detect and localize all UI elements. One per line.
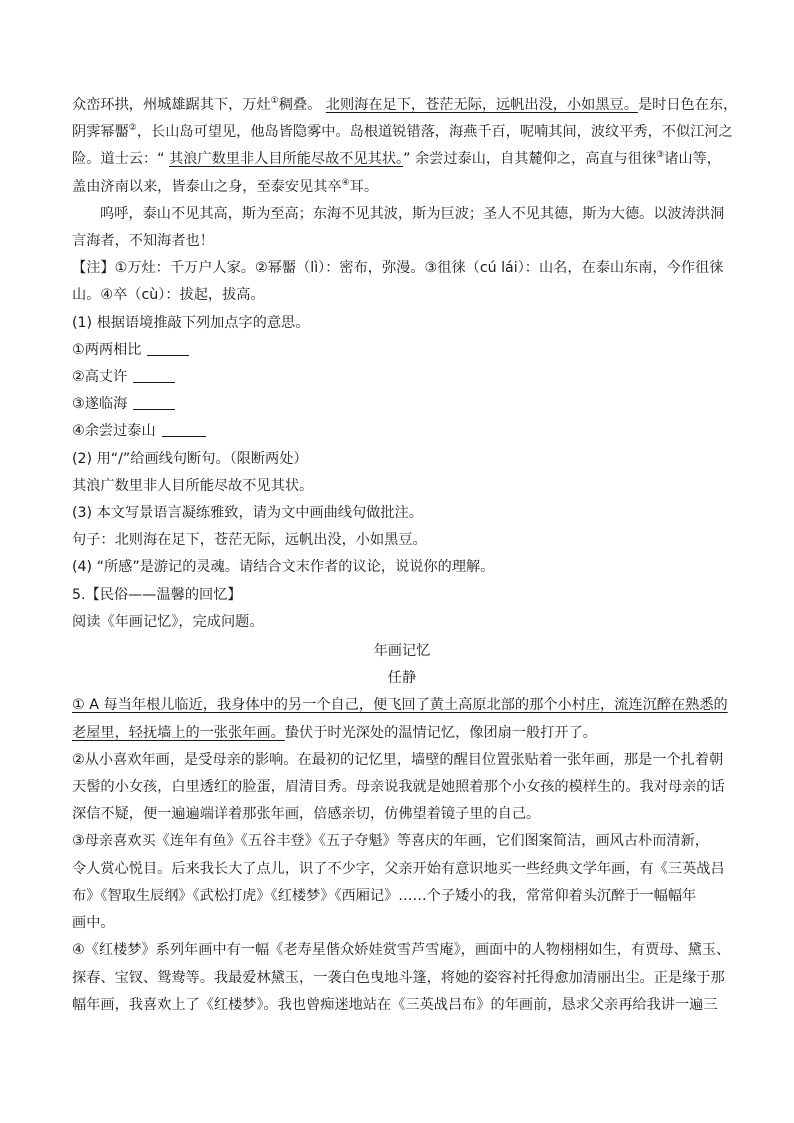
wavy-underlined-sentence: 北则海在足下，苍茫无际，远帆出没，小如黑豆。 (325, 97, 638, 113)
item-label: ①两两相比 (72, 341, 142, 358)
passage-text: 险。道士云：“ (72, 151, 169, 168)
underlined-sentence: ① A 每当年根儿临近，我身体中的另一个自己，便飞回了黄土高原北部的那个小村庄，流连沉醉在熟悉的 (72, 697, 728, 714)
essay-line: 探春、宝钗、鸳鸯等。我最爱林黛玉，一袭白色曳地斗篷，将她的姿容衬托得愈加清丽出尘。正是缘于那 (72, 969, 725, 986)
answer-blank[interactable] (162, 422, 206, 437)
passage-line: 呜呼，泰山不见其高，斯为至高；东海不见其波，斯为巨波；圣人不见其德，斯为大德。以波涛洪洞 (100, 205, 725, 222)
section-header: 5.【民俗——温馨的回忆】 (72, 586, 242, 603)
essay-line: 令人赏心悦目。后来我长大了点儿，识了不少字，父亲开始有意识地买一些经典文学年画，有《三英战吕 (72, 860, 725, 877)
item-label: ②高丈许 (72, 369, 128, 386)
essay-text: 蛰伏于时光深处的温情记忆，像团扇一般打开了。 (284, 724, 597, 741)
question-3-sentence: 句子：北则海在足下，苍茫无际，远帆出没，小如黑豆。 (72, 532, 427, 549)
footnote-marker: ④ (341, 177, 350, 188)
question-2-sentence: 其浪广数里非人目所能尽故不见其状。 (72, 477, 314, 494)
question-1: (1) 根据语境推敲下列加点字的意思。 (72, 314, 310, 331)
passage-text: ，长山岛可望见，他岛皆隐雾中。岛根道锐错落，海燕千百，呢喃其间，波纹平秀，不似江河之 (136, 124, 733, 141)
note-line: 山。④卒（cù）：拔起，拔高。 (72, 287, 265, 304)
passage-line (72, 119, 732, 146)
essay-line: 深信不疑，便一遍遍端详着那张年画，倍感亲切，仿佛望着镜子里的自己。 (72, 806, 541, 823)
passage-text: 是时日色在东， (637, 97, 738, 113)
passage-line (72, 174, 732, 201)
item-label: ③遂临海 (72, 396, 128, 413)
section-instruction: 阅读《年画记忆》，完成问题。 (72, 613, 264, 630)
essay-line: 布》《智取生辰纲》《武松打虎》《红楼梦》《西厢记》……个子矮小的我，常常仰着头沉醉于一幅幅年 (72, 887, 697, 904)
passage-text: 诸山等， (664, 151, 721, 168)
passage-line: 言海者，不知海者也！ (72, 233, 214, 250)
essay-line: ③母亲喜欢买《连年有鱼》《五谷丰登》《五子夺魁》等喜庆的年画，它们图案简洁，画风古朴而清新， (72, 833, 709, 850)
question-4: (4) “所感”是游记的灵魂。请结合文末作者的议论，说说你的理解。 (72, 559, 495, 576)
question-1-item-a (72, 337, 732, 364)
essay-line: 天髻的小女孩，白里透红的脸蛋，眉清目秀。母亲说我就是她照着那个小女孩的模样生的。我对母亲的话 (72, 779, 725, 796)
document-page (72, 92, 738, 1019)
question-2: (2) 用“/”给画线句断句。（限断两处） (72, 450, 308, 467)
passage-text: 阴霁幂靨 (72, 124, 129, 141)
passage-text: 稠叠。 (278, 97, 326, 113)
item-label: ④余尝过泰山 (72, 423, 156, 440)
underlined-sentence: 其浪广数里非人目所能尽故不见其状。 (169, 151, 404, 168)
passage-text: 众峦环拱，州城雄踞其下，万灶 (72, 97, 271, 113)
passage-text: ” 余尝过泰山，自其麓仰之，高直与徂徕 (403, 151, 657, 168)
essay-title: 年画记忆 (373, 643, 431, 660)
footnote-marker: ③ (656, 150, 665, 161)
essay-line: ④《红楼梦》系列年画中有一幅《老寿星偕众娇娃赏雪芦雪庵》，画面中的人物栩栩如生，有贾母、黛玉、 (72, 942, 731, 959)
footnote-marker: ① (270, 96, 279, 106)
question-1-item-d (72, 418, 732, 445)
essay-line: ②从小喜欢年画，是受母亲的影响。在最初的记忆里，墙壁的醒目位置张贴着一张年画，那是一个扎着朝 (72, 751, 724, 768)
passage-line (72, 146, 732, 173)
question-1-item-b (72, 364, 732, 391)
underlined-sentence: 老屋里，轻抚墙上的一张张年画。 (72, 724, 285, 741)
essay-author: 任静 (387, 670, 417, 687)
essay-line (72, 720, 732, 747)
essay-line (72, 692, 732, 719)
answer-blank[interactable] (147, 341, 189, 356)
note-line: 【注】①万灶：千万户人家。②幂靨（lì）：密布，弥漫。③徂徕（cú lái）：山名，在泰山东南，今作徂徕 (72, 260, 724, 277)
passage-text: 盖由济南以来，皆泰山之身，至泰安见其卒 (72, 178, 342, 195)
footnote-marker: ② (128, 123, 137, 134)
answer-blank[interactable] (133, 395, 175, 410)
question-3: (3) 本文写景语言凝练雅致，请为文中画曲线句做批注。 (72, 505, 423, 522)
passage-text: 耳。 (349, 178, 379, 195)
answer-blank[interactable] (133, 368, 175, 383)
question-1-item-c (72, 391, 732, 418)
essay-line: 画中。 (72, 915, 115, 932)
passage-line (72, 92, 738, 119)
essay-line: 幅年画，我喜欢上了《红楼梦》。我也曾痴迷地站在《三英战吕布》的年画前，恳求父亲再给我讲一遍三 (72, 996, 718, 1013)
